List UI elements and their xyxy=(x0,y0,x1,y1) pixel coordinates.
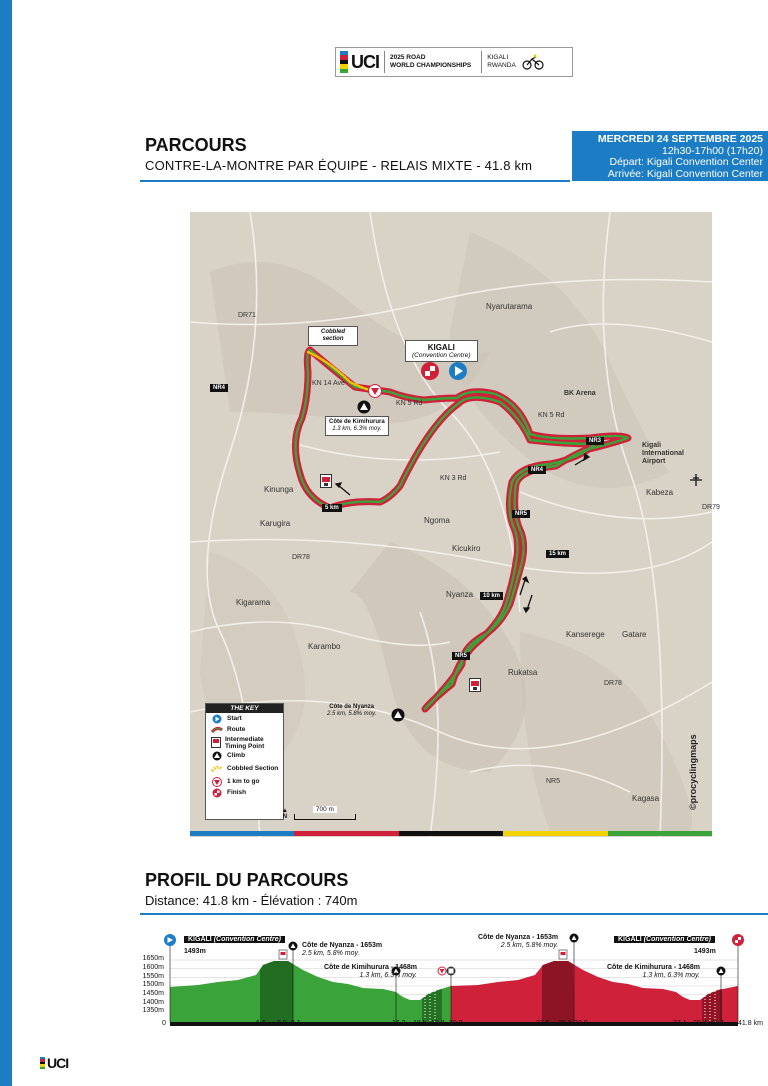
x-tick: 40.7 xyxy=(710,1020,724,1027)
legend-item: Finish xyxy=(206,787,283,798)
cobbled-icon xyxy=(211,765,223,773)
place-label: Kinunga xyxy=(264,485,294,494)
road-label: DR71 xyxy=(238,312,256,319)
timing-point-icon xyxy=(320,474,332,488)
profile-climb-label: Côte de Nyanza - 1653m 2.5 km, 5.8% moy. xyxy=(478,934,559,949)
place-label: Kigali International Airport xyxy=(642,442,685,465)
event-line-1: 2025 ROAD xyxy=(390,54,426,61)
profile-finish-alt: 1493m xyxy=(694,948,716,955)
profile-rule xyxy=(140,913,768,915)
road-label: KN 5 Rd xyxy=(538,412,565,419)
climb-icon xyxy=(357,400,371,414)
x-tick: 39.4 xyxy=(693,1020,707,1027)
road-label: DR78 xyxy=(604,680,622,687)
place-label: Rukatsa xyxy=(508,668,538,677)
profile-start-label: KIGALI (Convention Centre) xyxy=(184,936,285,943)
place-label: Gatare xyxy=(622,630,647,639)
place-label: Karugira xyxy=(260,519,291,528)
road-shield: NR4 xyxy=(210,384,228,392)
north-arrow-icon: ▲ N xyxy=(282,808,288,820)
start-label-box xyxy=(405,340,478,362)
climb-label-nyanza xyxy=(324,702,379,720)
footer-uci-logo xyxy=(40,1055,68,1071)
event-line-2: WORLD CHAMPIONSHIPS xyxy=(390,62,472,69)
route-icon xyxy=(211,726,223,734)
place-label: Karambo xyxy=(308,642,341,651)
x-tick: 30.0 xyxy=(574,1020,588,1027)
road-label: NR5 xyxy=(546,778,561,785)
page-subtitle: CONTRE-LA-MONTRE PAR ÉQUIPE - RELAIS MIXTE - 41.8 km xyxy=(145,158,533,173)
scale-bar: 700 m xyxy=(294,814,356,820)
race-finish: Arrivée: Kigali Convention Center xyxy=(607,167,763,180)
x-tick: 18.5 xyxy=(413,1020,427,1027)
place-label: Kagasa xyxy=(632,794,660,803)
host-line-2: RWANDA xyxy=(487,62,516,69)
y-tick: 1550m xyxy=(142,973,164,980)
uci-rainbow-stripes xyxy=(340,51,348,73)
cyclist-icon xyxy=(522,54,544,70)
finish-marker-icon xyxy=(420,361,440,381)
place-label: Ngoma xyxy=(424,516,450,525)
host-city xyxy=(481,51,516,73)
legend-item: Intermediate Timing Point xyxy=(206,735,283,750)
climb-label-kimihurura xyxy=(325,416,389,436)
profile-subtitle: Distance: 41.8 km - Élévation : 740m xyxy=(145,893,358,908)
left-accent-bar xyxy=(0,0,12,1086)
page-title: PARCOURS xyxy=(145,135,247,155)
start-marker-icon xyxy=(448,361,468,381)
place-label: BK Arena xyxy=(564,390,596,397)
profile-climb-label: Côte de Kimihurura - 1468m 1.3 km, 6.3% moy. xyxy=(607,964,700,979)
road-label: DR78 xyxy=(292,554,310,561)
road-label: KN 5 Rd xyxy=(396,400,423,407)
y-tick: 1600m xyxy=(142,964,164,971)
race-start: Départ: Kigali Convention Center xyxy=(609,156,763,168)
x-tick: 16.2 xyxy=(392,1020,406,1027)
event-banner xyxy=(335,47,573,77)
race-info-box xyxy=(572,131,768,181)
road-label: KN 14 Ave xyxy=(312,380,345,387)
climb-name: Côte de Nyanza xyxy=(329,704,374,710)
km-marker: 5 km xyxy=(322,504,342,512)
x-tick: 41.8 km xyxy=(738,1020,763,1027)
y-tick: 1500m xyxy=(142,981,164,988)
finish-icon xyxy=(212,788,222,798)
climb-stats: 2.5 km, 5.8% moy. xyxy=(327,711,377,717)
legend-item: Cobbled Section xyxy=(206,761,283,776)
legend-item: Route xyxy=(206,724,283,735)
x-tick: 27.5 xyxy=(536,1020,550,1027)
x-tick: 8.9 xyxy=(277,1020,287,1027)
map-credit: ©procyclingmaps xyxy=(688,734,698,810)
one-km-to-go-icon xyxy=(212,777,222,787)
footer-brand: UCI xyxy=(47,1055,69,1071)
road-label: DR79 xyxy=(702,504,720,511)
x-tick: 20.9 xyxy=(449,1020,463,1027)
y-tick: 1350m xyxy=(142,1007,164,1014)
cobbled-section-label: Cobbled section xyxy=(308,326,358,346)
road-shield: NR5 xyxy=(512,510,530,518)
place-label: Nyanza xyxy=(446,590,474,599)
profile-climb-label: Côte de Kimihurura - 1468m 1.3 km, 6.3% moy. xyxy=(324,964,417,979)
start-title: KIGALI xyxy=(427,343,455,352)
profile-finish-label: KIGALI (Convention Centre) xyxy=(614,936,715,943)
map-scale xyxy=(282,808,356,820)
legend-item: Climb xyxy=(206,750,283,761)
place-label: Kabeza xyxy=(646,488,674,497)
race-date: MERCREDI 24 SEPTEMBRE 2025 xyxy=(597,133,763,145)
road-label: KN 3 Rd xyxy=(440,475,467,482)
profile-title: PROFIL DU PARCOURS xyxy=(145,870,349,890)
start-icon xyxy=(212,714,222,724)
place-label: Kigarama xyxy=(236,598,271,607)
road-shield: NR5 xyxy=(452,652,470,660)
place-label: Nyarutarama xyxy=(486,302,533,311)
map-color-strip xyxy=(190,831,712,836)
y-tick: 1450m xyxy=(142,990,164,997)
climb-name: Côte de Kimihurura xyxy=(329,419,385,425)
place-label: Kanserege xyxy=(566,630,605,639)
host-line-1: KIGALI xyxy=(487,54,509,61)
place-label: Kicukiro xyxy=(452,544,481,553)
timing-point-icon xyxy=(469,678,481,692)
climb-icon xyxy=(391,708,405,722)
road-shield: NR4 xyxy=(528,466,546,474)
km-marker: 10 km xyxy=(480,592,503,600)
climb-stats: 1.3 km, 6.3% moy. xyxy=(332,426,382,432)
profile-climb-label: Côte de Nyanza - 1653m 2.5 km, 5.8% moy. xyxy=(302,942,383,957)
km-marker: 15 km xyxy=(546,550,569,558)
timing-point-icon xyxy=(211,737,221,748)
legend-item: 1 km to go xyxy=(206,776,283,787)
x-tick: 19.8 xyxy=(431,1020,445,1027)
x-tick: 37.1 xyxy=(673,1020,687,1027)
profile-canvas xyxy=(138,930,768,1030)
x-tick: 9.1 xyxy=(291,1020,301,1027)
race-time: 12h30-17h00 (17h20) xyxy=(661,144,763,157)
legend-title: THE KEY xyxy=(206,704,283,713)
one-km-to-go-icon xyxy=(368,384,382,398)
map-legend xyxy=(205,703,284,820)
legend-item: Start xyxy=(206,713,283,724)
x-tick: 29.8 xyxy=(558,1020,572,1027)
climb-icon xyxy=(212,751,222,761)
uci-logo: UCI xyxy=(351,51,379,72)
title-rule xyxy=(140,180,570,182)
x-tick: 0 xyxy=(162,1020,166,1027)
profile-start-alt: 1493m xyxy=(184,948,206,955)
start-subtitle: (Convention Centre) xyxy=(412,352,471,359)
y-tick: 1650m xyxy=(142,955,164,962)
road-shield: NR3 xyxy=(586,437,604,445)
elevation-profile xyxy=(138,930,768,1030)
x-tick: 6.6 xyxy=(256,1020,266,1027)
y-tick: 1400m xyxy=(142,999,164,1006)
event-name xyxy=(384,51,471,73)
